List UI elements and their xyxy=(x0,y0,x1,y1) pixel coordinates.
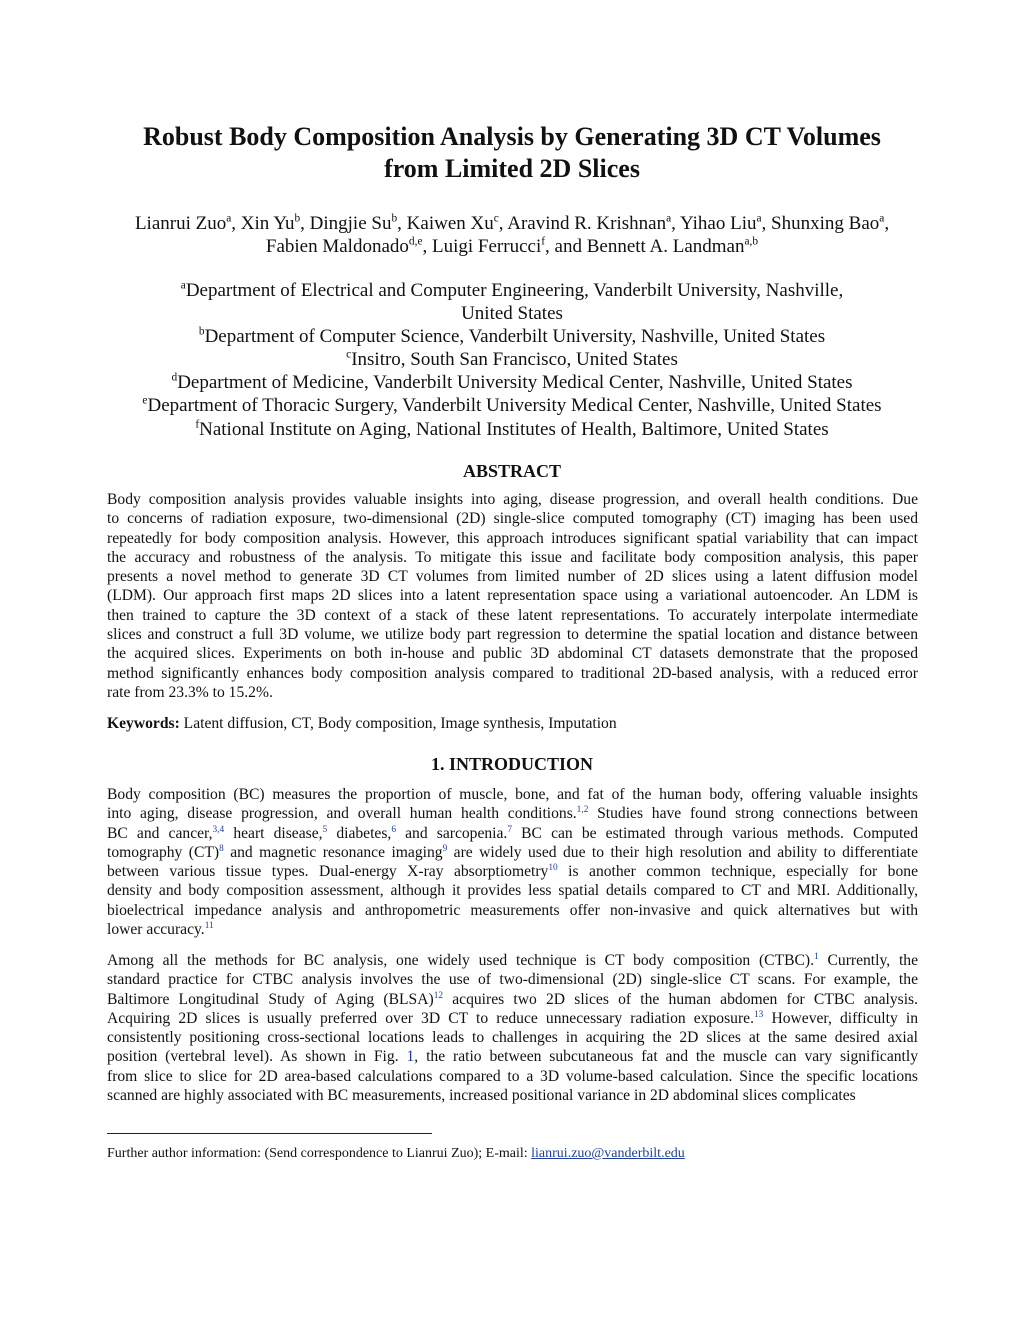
author-affiliation-mark: a xyxy=(756,212,762,225)
keywords-text: Latent diffusion, CT, Body composition, Image synthesis, Imputation xyxy=(179,715,617,732)
abstract-line: the accuracy and robustness of the analysis. To mitigate this issue and facilitate body composition analysis, this paper xyxy=(107,548,918,566)
citation-link[interactable]: 10 xyxy=(548,863,558,873)
text-run: position (vertebral level). As shown in Fig. xyxy=(107,1048,407,1066)
text-run: acquires two 2D slices of the human abdomen for CTBC analysis. xyxy=(443,990,918,1008)
text-run: Body composition (BC) measures the proportion of muscle, bone, and fat of the human body, offering valuable insights xyxy=(107,786,918,803)
author-name: Bennett A. Landman xyxy=(586,236,745,257)
abstract-line: Body composition analysis provides valuable insights into aging, disease progression, and overall health conditions. Due xyxy=(107,491,918,508)
affiliation-text: Department of Medicine, Vanderbilt University Medical Center, Nashville, United States xyxy=(177,372,853,394)
paragraph-line xyxy=(107,990,918,1009)
introduction-paragraph-2 xyxy=(107,951,918,1105)
keywords xyxy=(107,714,918,733)
citation-link[interactable]: 3,4 xyxy=(212,824,225,835)
citation-link[interactable]: 6 xyxy=(391,824,397,835)
abstract-body xyxy=(107,490,918,702)
introduction-paragraph-1 xyxy=(107,785,918,939)
text-run: diabetes, xyxy=(327,824,392,842)
author-name: Xin Yu xyxy=(240,213,295,234)
affiliation-list xyxy=(80,279,944,441)
affiliation-line xyxy=(80,279,944,302)
text-run: from slice to slice for 2D area-based calculations compared to a 3D volume-based calculation. Since the specific locations xyxy=(107,1067,918,1085)
author-name: Shunxing Bao xyxy=(771,213,880,234)
author-separator: , xyxy=(422,236,433,257)
text-run: heart disease, xyxy=(224,824,323,842)
text-run: between various tissue types. Dual-energy X-ray absorptiometry xyxy=(107,863,549,881)
author-affiliation-mark: c xyxy=(493,212,499,225)
paragraph-line xyxy=(107,951,918,970)
footnote xyxy=(107,1145,927,1163)
citation-link[interactable]: 1,2 xyxy=(576,805,589,816)
paragraph-line xyxy=(107,843,918,862)
title-line-1: Robust Body Composition Analysis by Generating 3D CT Volumes xyxy=(143,122,881,151)
author-affiliation-mark: b xyxy=(294,212,301,225)
text-run: Acquiring 2D slices is usually preferred over 3D CT to reduce unnecessary radiation exposure. xyxy=(107,1009,754,1027)
paragraph-line xyxy=(107,804,918,823)
email-link[interactable]: lianrui.zuo@vanderbilt.edu xyxy=(531,1146,685,1161)
affiliation-line xyxy=(80,348,944,371)
author-name: Fabien Maldonado xyxy=(265,236,409,257)
affiliation-line xyxy=(80,325,944,348)
paragraph-line xyxy=(107,1067,918,1086)
author-separator: , xyxy=(231,213,241,234)
citation-link[interactable]: 11 xyxy=(204,920,214,931)
text-run: bioelectrical impedance analysis and anthropometric measurements offer non-invasive and quick alternatives but with xyxy=(107,901,918,919)
author-separator: , xyxy=(498,213,508,234)
abstract-line: presents a novel method to generate 3D CT volumes from limited number of 2D slices using a latent diffusion model xyxy=(107,568,918,586)
text-run: Currently, the xyxy=(818,952,918,969)
abstract-line: slices and construct a full 3D volume, we utilize body part regression to determine the spatial location and distance between xyxy=(107,626,918,644)
paragraph-line xyxy=(107,1028,918,1047)
affiliation-mark: f xyxy=(195,418,200,431)
citation-link[interactable]: 12 xyxy=(433,990,444,1001)
abstract-heading: ABSTRACT xyxy=(462,461,562,481)
affiliation-mark: d xyxy=(171,372,178,385)
title-line-2: from Limited 2D Slices xyxy=(384,154,640,183)
author-affiliation-mark: a xyxy=(666,212,672,225)
affiliation-line xyxy=(80,394,944,417)
text-run: and magnetic resonance imaging xyxy=(223,843,443,861)
text-run: , the ratio between subcutaneous fat and the muscle can vary significantly xyxy=(414,1048,918,1066)
author-separator: , xyxy=(397,213,407,234)
paragraph-line xyxy=(107,824,918,843)
author-line-2 xyxy=(80,235,944,258)
paragraph-line xyxy=(107,1009,918,1028)
citation-link[interactable]: 8 xyxy=(219,843,224,854)
text-run: BC can be estimated through various methods. Computed xyxy=(512,824,918,842)
text-run: and sarcopenia. xyxy=(396,824,508,842)
affiliation-line xyxy=(80,302,944,325)
footnote-divider xyxy=(107,1133,432,1134)
introduction-heading: 1. INTRODUCTION xyxy=(430,754,594,774)
author-list xyxy=(80,212,944,258)
text-run: scanned are highly associated with BC measurements, increased positional variance in 2D abdominal slices complicates xyxy=(107,1087,856,1105)
paragraph-line xyxy=(107,901,918,920)
paragraph-line xyxy=(107,862,918,881)
figure-reference-link[interactable]: 1 xyxy=(406,1048,415,1066)
affiliation-line xyxy=(80,371,944,394)
paragraph-line xyxy=(107,881,918,900)
author-separator: , xyxy=(300,213,310,234)
author-separator: , xyxy=(671,213,680,234)
affiliation-line xyxy=(80,418,944,441)
text-run: Among all the methods for BC analysis, one widely used technique is CT body composition (CTBC). xyxy=(107,952,814,969)
affiliation-text: Department of Computer Science, Vanderbilt University, Nashville, United States xyxy=(204,326,826,348)
author-affiliation-mark: d,e xyxy=(408,235,423,248)
affiliation-text: Department of Electrical and Computer Engineering, Vanderbilt University, Nashville, xyxy=(185,280,844,301)
author-affiliation-mark: a xyxy=(226,212,232,225)
abstract-line: rate from 23.3% to 15.2%. xyxy=(107,683,273,701)
keywords-label: Keywords: xyxy=(107,715,180,732)
abstract-line: then trained to capture the 3D context of a stack of these latent representations. To accurately interpolate intermediate xyxy=(107,606,918,624)
citation-link[interactable]: 13 xyxy=(753,1009,764,1020)
paper-title xyxy=(100,121,924,185)
affiliation-mark: b xyxy=(198,325,205,338)
author-name: Aravind R. Krishnan xyxy=(507,213,667,234)
author-affiliation-mark: a xyxy=(879,212,885,225)
text-run: tomography (CT) xyxy=(107,843,220,861)
affiliation-text: United States xyxy=(461,303,563,325)
author-affiliation-mark: f xyxy=(541,235,546,248)
affiliation-mark: e xyxy=(142,395,148,408)
author-name: Luigi Ferrucci xyxy=(432,236,542,257)
author-name: Yihao Liu xyxy=(679,213,757,234)
paragraph-line xyxy=(107,920,918,939)
citation-link[interactable]: 9 xyxy=(442,843,448,854)
abstract-line: to concerns of radiation exposure, two-dimensional (2D) single-slice computed tomography (CT) imaging has been used xyxy=(107,510,918,528)
paragraph-line xyxy=(107,785,918,804)
author-separator: , and xyxy=(545,236,587,257)
author-name: Kaiwen Xu xyxy=(406,213,494,234)
affiliation-mark: a xyxy=(180,279,186,292)
abstract-line: method significantly enhances body composition analysis compared to traditional 2D-based analysis, with a reduced error xyxy=(107,664,918,682)
text-run: are widely used due to their high resolution and ability to differentiate xyxy=(447,843,918,861)
text-run: However, difficulty in xyxy=(763,1009,918,1027)
abstract-line: (LDM). Our approach first maps 2D slices into a latent representation space using a variational autoencoder. An LDM is xyxy=(107,587,918,605)
author-separator: , xyxy=(761,213,772,234)
author-line-1 xyxy=(80,212,944,235)
text-run: standard practice for CTBC analysis involves the use of two-dimensional (2D) single-slice CT scans. For example, the xyxy=(107,971,918,989)
author-name: Dingjie Su xyxy=(309,213,392,234)
text-run: BC and cancer, xyxy=(107,824,213,842)
abstract-line: repeatedly for body composition analysis. However, this approach introduces significant spatial variability that can impact xyxy=(107,529,918,547)
paragraph-line xyxy=(107,1047,918,1066)
text-run: into aging, disease progression, and overall human health conditions. xyxy=(107,805,577,823)
text-run: Baltimore Longitudinal Study of Aging (BLSA) xyxy=(107,990,434,1008)
paragraph-line xyxy=(107,970,918,989)
affiliation-text: Insitro, South San Francisco, United States xyxy=(351,349,678,371)
author-affiliation-mark: b xyxy=(391,212,398,225)
affiliation-mark: c xyxy=(346,348,352,361)
text-run: Studies have found strong connections between xyxy=(588,805,918,823)
affiliation-text: Department of Thoracic Surgery, Vanderbilt University Medical Center, Nashville, United States xyxy=(147,395,882,417)
footnote-text: Further author information: (Send correspondence to Lianrui Zuo); E-mail: xyxy=(107,1146,532,1161)
abstract-line: the acquired slices. Experiments on both in-house and public 3D abdominal CT datasets demonstrate that the proposed xyxy=(107,645,918,663)
author-separator: , xyxy=(884,213,890,234)
author-name: Lianrui Zuo xyxy=(134,213,227,234)
paragraph-line xyxy=(107,1086,918,1105)
citation-link[interactable]: 7 xyxy=(507,824,513,835)
author-affiliation-mark: a,b xyxy=(744,235,759,248)
citation-link[interactable]: 1 xyxy=(814,951,819,962)
text-run: density and body composition assessment, although it provides less spatial details compared to CT and MRI. Additionally, xyxy=(107,882,918,900)
citation-link[interactable]: 5 xyxy=(322,824,328,835)
affiliation-text: National Institute on Aging, National Institutes of Health, Baltimore, United States xyxy=(199,418,829,440)
text-run: lower accuracy. xyxy=(107,921,205,939)
text-run: is another common technique, especially for bone xyxy=(557,863,918,881)
text-run: consistently positioning cross-sectional locations leads to challenges in acquiring the 2D slices at the same desired axial xyxy=(107,1029,918,1047)
